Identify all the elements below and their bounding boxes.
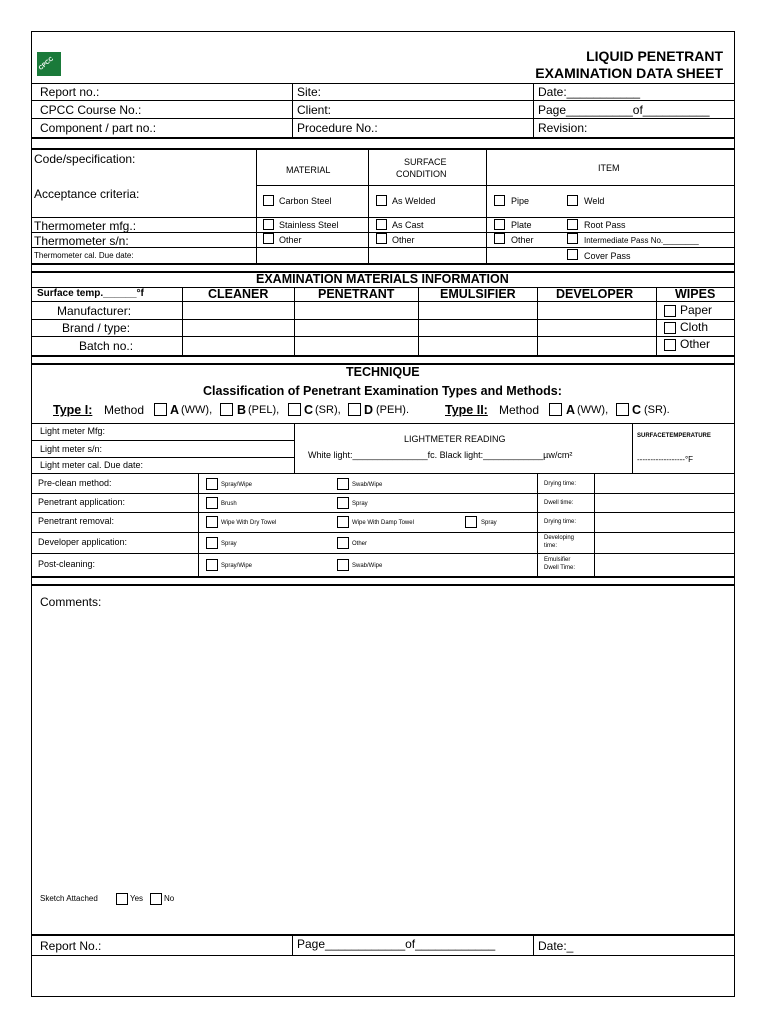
surface-other-checkbox[interactable] [376, 233, 387, 244]
wipes-header: WIPES [675, 287, 716, 301]
type1-b-label: (PEL), [248, 404, 280, 416]
type1-d-checkbox[interactable] [348, 403, 361, 416]
root-pass-checkbox[interactable] [567, 219, 578, 230]
light-cal-label: Light meter cal. Due date: [40, 460, 144, 470]
type1-a-checkbox[interactable] [154, 403, 167, 416]
weld-label: Weld [584, 196, 605, 206]
type1-b-letter: B [237, 403, 247, 417]
course-no-label: CPCC Course No.: [40, 103, 142, 117]
comments-label: Comments: [40, 595, 102, 609]
light-mfg-label: Light meter Mfg: [40, 426, 106, 436]
type2-a-checkbox[interactable] [549, 403, 562, 416]
removal-drying-time-label: Drying time: [544, 519, 577, 525]
manufacturer-label: Manufacturer: [57, 304, 132, 318]
removal-damp-towel-label: Wipe With Damp Towel [352, 520, 414, 526]
stainless-steel-checkbox[interactable] [263, 219, 274, 230]
footer-page-label: Page____________of____________ [297, 937, 496, 951]
type1-c-letter: C [304, 403, 314, 417]
type2-c-checkbox[interactable] [616, 403, 629, 416]
penetrant-removal-label: Penetrant removal: [38, 516, 115, 526]
report-no-label: Report no.: [40, 85, 100, 99]
removal-spray-checkbox[interactable] [465, 516, 477, 528]
preclean-drying-time-label: Drying time: [544, 481, 577, 487]
type2-label: Type II: [445, 403, 488, 417]
comments-area[interactable] [34, 612, 730, 882]
wipes-other-checkbox[interactable] [664, 339, 676, 351]
intermediate-pass-label: Intermediate Pass No.________ [584, 236, 699, 245]
developer-header: DEVELOPER [556, 287, 634, 301]
emulsifier-dwell-label-1: Emulsifier [544, 557, 571, 563]
root-pass-label: Root Pass [584, 220, 626, 230]
revision-label: Revision: [538, 121, 588, 135]
procedure-label: Procedure No.: [297, 121, 378, 135]
type2-a-label: (WW), [577, 404, 609, 416]
preclean-swab-wipe-label: Swab/Wipe [352, 482, 383, 488]
as-cast-label: As Cast [392, 220, 424, 230]
penetrant-header: PENETRANT [318, 287, 395, 301]
acceptance-label: Acceptance criteria: [34, 187, 140, 201]
as-cast-checkbox[interactable] [376, 219, 387, 230]
type2-c-label: (SR). [644, 404, 670, 416]
developer-other-label: Other [352, 541, 368, 547]
carbon-steel-checkbox[interactable] [263, 195, 274, 206]
surface-temperature-blank: ------------------°F [637, 455, 694, 464]
type1-d-letter: D [364, 403, 374, 417]
preclean-swab-wipe-checkbox[interactable] [337, 478, 349, 490]
wipes-other-label: Other [680, 337, 711, 351]
client-label: Client: [297, 103, 332, 117]
surface-temp-label: Surface temp.______°f [37, 288, 144, 299]
date-label: Date:___________ [538, 85, 641, 99]
footer-date-label: Date:_ [538, 939, 574, 953]
type1-c-label: (SR), [315, 404, 341, 416]
type1-a-letter: A [170, 403, 180, 417]
title-line-2: EXAMINATION DATA SHEET [535, 65, 723, 81]
penetrant-spray-checkbox[interactable] [337, 497, 349, 509]
removal-spray-label: Spray [481, 520, 497, 526]
type1-label: Type I: [53, 403, 93, 417]
cpcc-logo [37, 52, 61, 76]
plate-label: Plate [511, 220, 532, 230]
removal-damp-towel-checkbox[interactable] [337, 516, 349, 528]
postclean-swab-wipe-label: Swab/Wipe [352, 563, 383, 569]
penetrant-spray-label: Spray [352, 501, 368, 507]
thermo-mfg-label: Thermometer mfg.: [34, 219, 137, 233]
page-label: Page__________of__________ [538, 103, 710, 117]
component-label: Component / part no.: [40, 121, 157, 135]
developer-spray-label: Spray [221, 541, 237, 547]
material-other-checkbox[interactable] [263, 233, 274, 244]
penetrant-dwell-time-label: Dwell time: [544, 500, 574, 506]
removal-dry-towel-checkbox[interactable] [206, 516, 218, 528]
lightmeter-reading-label: LIGHTMETER READING [404, 434, 506, 444]
intermediate-pass-checkbox[interactable] [567, 233, 578, 244]
plate-checkbox[interactable] [494, 219, 505, 230]
developer-spray-checkbox[interactable] [206, 537, 218, 549]
logo-text: CPCC [38, 56, 55, 72]
thermo-cal-label: Thermometer cal. Due date: [34, 251, 134, 260]
as-welded-label: As Welded [392, 196, 436, 206]
type1-d-label: (PEH). [376, 404, 409, 416]
batch-no-label: Batch no.: [79, 339, 134, 353]
weld-checkbox[interactable] [567, 195, 578, 206]
developer-other-checkbox[interactable] [337, 537, 349, 549]
sketch-no-checkbox[interactable] [150, 893, 162, 905]
post-cleaning-label: Post-cleaning: [38, 559, 96, 569]
penetrant-brush-label: Brush [221, 501, 237, 507]
footer-report-no-label: Report No.: [40, 939, 102, 953]
emulsifier-header: EMULSIFIER [440, 287, 516, 301]
brand-type-label: Brand / type: [62, 321, 131, 335]
removal-dry-towel-label: Wipe With Dry Towel [221, 520, 277, 526]
wipes-cloth-checkbox[interactable] [664, 322, 676, 334]
surface-header-2: CONDITION [396, 169, 447, 179]
surface-temperature-label: SURFACETEMPERATURE [637, 433, 711, 439]
cover-pass-checkbox[interactable] [567, 249, 578, 260]
site-label: Site: [297, 85, 322, 99]
type1-method-label: Method [104, 403, 145, 417]
pipe-label: Pipe [511, 196, 530, 206]
type2-method-label: Method [499, 403, 540, 417]
item-other-label: Other [511, 235, 534, 245]
light-sn-label: Light meter s/n: [40, 444, 103, 454]
title-line-1: LIQUID PENETRANT [586, 48, 723, 64]
thermo-sn-label: Thermometer s/n: [34, 234, 129, 248]
white-black-light-label: White light:_______________fc. Black light:____________µw/cm² [308, 450, 573, 460]
type2-c-letter: C [632, 403, 642, 417]
postclean-spray-wipe-checkbox[interactable] [206, 559, 218, 571]
as-welded-checkbox[interactable] [376, 195, 387, 206]
developing-time-label-1: Developing [544, 535, 575, 541]
cover-pass-label: Cover Pass [584, 251, 631, 261]
preclean-spray-wipe-checkbox[interactable] [206, 478, 218, 490]
type2-a-letter: A [566, 403, 576, 417]
carbon-steel-label: Carbon Steel [279, 196, 332, 206]
sketch-yes-checkbox[interactable] [116, 893, 128, 905]
sketch-no-label: No [164, 894, 175, 903]
wipes-paper-checkbox[interactable] [664, 305, 676, 317]
material-other-label: Other [279, 235, 302, 245]
type1-b-checkbox[interactable] [220, 403, 233, 416]
preclean-spray-wipe-label: Spray/Wipe [221, 482, 253, 488]
materials-title: EXAMINATION MATERIALS INFORMATION [256, 272, 509, 286]
code-spec-label: Code/specification: [34, 152, 136, 166]
developer-application-label: Developer application: [38, 537, 128, 547]
pipe-checkbox[interactable] [494, 195, 505, 206]
postclean-swab-wipe-checkbox[interactable] [337, 559, 349, 571]
item-header: ITEM [598, 163, 620, 173]
penetrant-application-label: Penetrant application: [38, 497, 126, 507]
cleaner-header: CLEANER [208, 287, 269, 301]
wipes-paper-label: Paper [680, 303, 713, 317]
type1-c-checkbox[interactable] [288, 403, 301, 416]
penetrant-brush-checkbox[interactable] [206, 497, 218, 509]
technique-subtitle: Classification of Penetrant Examination Types and Methods: [203, 384, 562, 398]
emulsifier-dwell-label-2: Dwell Time: [544, 565, 576, 571]
technique-title: TECHNIQUE [346, 365, 420, 379]
type1-a-label: (WW), [181, 404, 213, 416]
material-header: MATERIAL [286, 165, 331, 175]
sketch-attached-label: Sketch Attached [40, 894, 98, 903]
developing-time-label-2: time: [544, 543, 558, 549]
postclean-spray-wipe-label: Spray/Wipe [221, 563, 253, 569]
item-other-checkbox[interactable] [494, 233, 505, 244]
stainless-steel-label: Stainless Steel [279, 220, 339, 230]
preclean-label: Pre-clean method: [38, 478, 112, 488]
surface-other-label: Other [392, 235, 415, 245]
wipes-cloth-label: Cloth [680, 320, 709, 334]
sketch-yes-label: Yes [130, 894, 144, 903]
surface-header-1: SURFACE [404, 157, 447, 167]
